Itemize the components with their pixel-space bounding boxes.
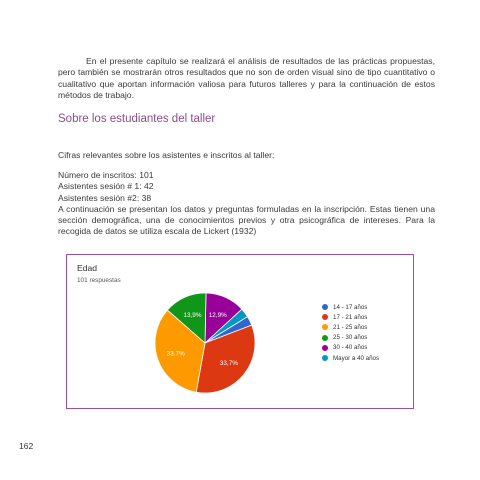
legend-item: [322, 302, 379, 312]
legend-item: [322, 333, 379, 343]
legend-label: 17 - 21 años: [333, 313, 368, 321]
legend-item: [322, 353, 379, 363]
stat-enrolled: Número de inscritos: 101: [58, 170, 154, 180]
legend-label: 14 - 17 años: [333, 303, 368, 311]
stat-session-2: Asistentes sesión #2: 38: [58, 192, 152, 203]
legend-label: Mayor a 40 años: [333, 354, 380, 362]
slice-label: 33,7%: [166, 350, 185, 358]
chart-title: Edad: [77, 263, 98, 273]
legend-swatch: [322, 355, 328, 361]
chart-card: [66, 254, 414, 409]
stats-block: [58, 170, 435, 238]
response-count: 101 respuestas: [77, 277, 121, 284]
legend-swatch: [322, 314, 328, 320]
legend-swatch: [322, 324, 328, 330]
slice-label: 33,7%: [219, 359, 238, 367]
intro-paragraph: En el presente capítulo se realizará el análisis de resultados de las prácticas propuestas, pero también se mostrarán otros resultados que no son de orden visual sino de tipo cuantitativo o cualitativo que aportan información valiosa para futuros talleres y para la continuación de estos métodos de trabajo.: [58, 56, 435, 100]
legend-item: [322, 343, 379, 353]
legend-label: 21 - 25 años: [333, 323, 368, 331]
chart-legend: [322, 302, 379, 363]
page-number: 162: [19, 441, 34, 451]
legend-label: 25 - 30 años: [333, 334, 368, 342]
stat-session-1: Asistentes sesión # 1: 42: [58, 181, 154, 192]
legend-swatch: [322, 304, 328, 310]
legend-item: [322, 312, 379, 322]
slice-label: 13,9%: [183, 311, 202, 319]
legend-item: [322, 322, 379, 332]
legend-label: 30 - 40 años: [333, 344, 368, 352]
section-heading: Sobre los estudiantes del taller: [58, 113, 216, 125]
continuation-paragraph: A continuación se presentan los datos y preguntas formuladas en la inscripción. Estas tienen una sección demográfica, una de conocimientos previos y otra psicográfica de intereses. Para la recogida de datos se utiliza escala de Lickert (1932): [58, 203, 435, 237]
legend-swatch: [322, 345, 328, 351]
legend-swatch: [322, 335, 328, 341]
figures-intro: Cifras relevantes sobre los asistentes e inscritos al taller:: [58, 150, 275, 160]
slice-label: 12,9%: [208, 311, 227, 319]
